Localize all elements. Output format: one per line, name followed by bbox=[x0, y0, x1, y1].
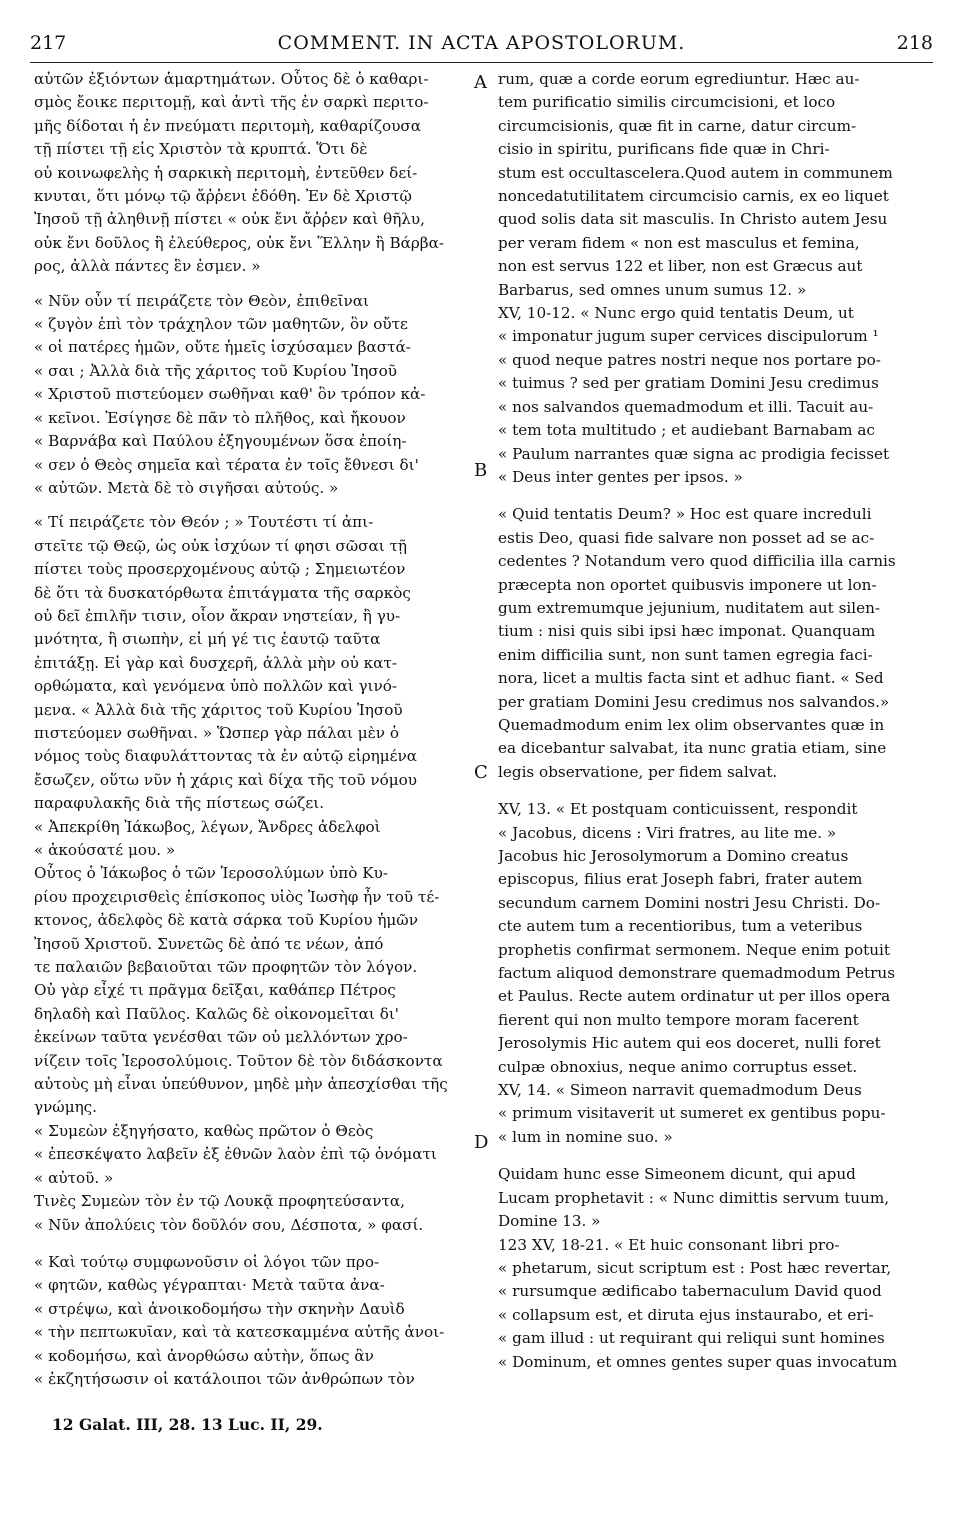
text-line: « lum in nomine suo. » bbox=[498, 1127, 673, 1146]
text-line: αὐτοὺς μὴ εἶναι ὑπεύθυνον, μηδὲ μὴν ἀπεσχίσθαι τῆς bbox=[34, 1075, 448, 1094]
text-line: « οἱ πατέρες ἡμῶν, οὔτε ἡμεῖς ἰσχύσαμεν βαστά- bbox=[34, 338, 411, 357]
text-line: δὲ ὅτι τὰ δυσκατόρθωτα ἐπιτάγματα τῆς σαρκὸς bbox=[34, 583, 411, 602]
text-line: tium : nisi quis sibi ipsi hæc imponat. Quanquam bbox=[498, 622, 876, 641]
text-line: στεῖτε τῷ Θεῷ, ὡς οὐκ ἰσχύων τί φησι σῶσαι τῇ bbox=[34, 536, 408, 555]
greek-column bbox=[34, 68, 470, 1391]
text-line: circumcisionis, quæ fit in carne, datur circum- bbox=[498, 116, 857, 135]
text-line: νόμος τοὺς διαφυλάττοντας τὰ ἐν αὐτῷ εἰρημένα bbox=[34, 747, 417, 766]
text-line: ρος, ἀλλὰ πάντες ἓν ἐσμεν. » bbox=[34, 257, 261, 276]
paragraph-gap bbox=[34, 1237, 470, 1251]
text-line: τῇ πίστει τῇ εἰς Χριστὸν τὰ κρυπτά. Ὅτι δὲ bbox=[34, 140, 368, 159]
text-line: « gam illud : ut requirant qui reliqui sunt homines bbox=[498, 1329, 885, 1348]
paragraph-gap bbox=[498, 784, 930, 798]
text-line: Barbarus, sed omnes unum sumus 12. » bbox=[498, 280, 807, 299]
text-line: estis Deo, quasi fide salvare non posset ad se ac- bbox=[498, 528, 875, 547]
text-line: « Καὶ τούτῳ συμφωνοῦσιν οἱ λόγοι τῶν προ- bbox=[34, 1252, 380, 1271]
margin-letter-b: B bbox=[474, 460, 488, 481]
text-line: per gratiam Domini Jesu credimus nos salvandos.» bbox=[498, 692, 890, 711]
text-line: « αὐτοῦ. » bbox=[34, 1168, 114, 1187]
text-line: « τὴν πεπτωκυῖαν, καὶ τὰ κατεσκαμμένα αὐτῆς ἀνοι- bbox=[34, 1323, 445, 1342]
text-line: episcopus, filius erat Joseph fabri, frater autem bbox=[498, 870, 863, 889]
text-line: Jacobus hic Jerosolymorum a Domino creatus bbox=[498, 847, 849, 865]
text-line: fierent qui non multo tempore moram facerent bbox=[498, 1010, 859, 1029]
page-number-right: 218 bbox=[896, 32, 933, 54]
text-line: « αὐτῶν. Μετὰ δὲ τὸ σιγῆσαι αὐτούς. » bbox=[34, 478, 339, 497]
text-line: μῆς δίδοται ἡ ἐν πνεύματι περιτομὴ, καθαρίζουσα bbox=[34, 116, 422, 135]
paragraph-gap bbox=[498, 489, 930, 503]
text-line: nora, licet a multis facta sint et adhuc fiant. « Sed bbox=[498, 669, 884, 688]
margin-letter-a: A bbox=[474, 72, 487, 93]
text-line: « Quid tentatis Deum? » Hoc est quare increduli bbox=[498, 505, 872, 524]
text-line: νίζειν τοῖς Ἱεροσολύμοις. Τοῦτον δὲ τὸν διδάσκοντα bbox=[34, 1051, 443, 1070]
text-line: « κοδομήσω, καὶ ἀνορθώσω αὐτὴν, ὅπως ἂν bbox=[34, 1346, 374, 1365]
text-line: « ἐπεσκέψατο λαβεῖν ἐξ ἐθνῶν λαὸν ἐπὶ τῷ ὀνόματι bbox=[34, 1145, 437, 1164]
text-line: XV, 13. « Et postquam conticuissent, respondit bbox=[498, 800, 858, 819]
text-line: πίστει τοὺς προσερχομένους αὐτῷ ; Σημειωτέον bbox=[34, 560, 406, 579]
text-line: « στρέψω, καὶ ἀνοικοδομήσω τὴν σκηνὴν Δαυὶδ bbox=[34, 1299, 405, 1318]
text-line: κνυται, ὅτι μόνῳ τῷ ἄῤῥενι ἐδόθη. Ἐν δὲ Χριστῷ bbox=[34, 187, 412, 206]
text-line: tem purificatio similis circumcisioni, et loco bbox=[498, 93, 836, 112]
text-line: « Deus inter gentes per ipsos. » bbox=[498, 467, 743, 486]
text-line: « tuimus ? sed per gratiam Domini Jesu credimus bbox=[498, 374, 879, 393]
text-line: quod solis data sit masculis. In Christo autem Jesu bbox=[498, 210, 888, 229]
page-header bbox=[30, 32, 933, 60]
text-line: « σεν ὁ Θεὸς σημεῖα καὶ τέρατα ἐν τοῖς ἔθνεσι δι' bbox=[34, 455, 419, 474]
text-line: « collapsum est, et diruta ejus instaurabo, et eri- bbox=[498, 1305, 874, 1324]
text-line: « Νῦν οὖν τί πειράζετε τὸν Θεὸν, ἐπιθεῖναι bbox=[34, 291, 369, 310]
text-line: μενα. « Ἀλλὰ διὰ τῆς χάριτος τοῦ Κυρίου Ἰησοῦ bbox=[34, 700, 403, 719]
text-line: Jerosolymis Hic autem qui eos doceret, nulli foret bbox=[498, 1034, 881, 1053]
text-line: ea dicebantur salvabat, ita nunc gratia etiam, sine bbox=[498, 739, 887, 758]
text-line: Οὐ γὰρ εἶχέ τι πρᾶγμα δεῖξαι, καθάπερ Πέτρος bbox=[34, 981, 396, 1000]
text-line: ἔσωζεν, οὕτω νῦν ἡ χάρις καὶ δίχα τῆς τοῦ νόμου bbox=[34, 770, 417, 789]
text-line: secundum carnem Domini nostri Jesu Christi. Do- bbox=[498, 893, 881, 912]
text-line: Lucam prophetavit : « Nunc dimittis servum tuum, bbox=[498, 1188, 890, 1207]
text-line: « ζυγὸν ἐπὶ τὸν τράχηλον τῶν μαθητῶν, ὃν οὔτε bbox=[34, 315, 408, 334]
text-line: culpæ obnoxius, neque animo corruptus esset. bbox=[498, 1057, 858, 1076]
text-line: γνώμης. bbox=[34, 1098, 97, 1117]
text-line: factum aliquod demonstrare quemadmodum Petrus bbox=[498, 964, 895, 983]
text-line: enim difficilia sunt, non sunt tamen egregia faci- bbox=[498, 645, 873, 664]
text-line: « phetarum, sicut scriptum est : Post hæc revertar, bbox=[498, 1258, 892, 1277]
text-line: « quod neque patres nostri neque nos portare po- bbox=[498, 350, 881, 369]
text-line: « primum visitaverit ut sumeret ex gentibus popu- bbox=[498, 1104, 886, 1123]
text-line: « Νῦν ἀπολύεις τὸν δοῦλόν σου, Δέσποτα, » φασί. bbox=[34, 1215, 424, 1234]
text-line: præcepta non oportet quibusvis imponere ut lon- bbox=[498, 575, 877, 594]
text-line: « Βαρνάβα καὶ Παύλου ἐξηγουμένων ὅσα ἐποίη- bbox=[34, 432, 407, 451]
page-number-left: 217 bbox=[30, 32, 67, 54]
text-line: ρίου προχειρισθεὶς ἐπίσκοπος υἱὸς Ἰωσὴφ ἦν τοῦ τέ- bbox=[34, 887, 440, 906]
text-line: ἐπιτάξῃ. Εἰ γὰρ καὶ δυσχερῆ, ἀλλὰ μὴν οὐ κατ- bbox=[34, 653, 397, 672]
text-line: per veram fidem « non est masculus et femina, bbox=[498, 233, 860, 252]
text-line: κτονος, ἀδελφὸς δὲ κατὰ σάρκα τοῦ Κυρίου ἡμῶν bbox=[34, 911, 418, 930]
text-line: οὐκ ἔνι δοῦλος ἢ ἐλεύθερος, οὐκ ἔνι Ἕλλην ἢ Βάρβα- bbox=[34, 233, 444, 252]
text-line: τε παλαιῶν βεβαιοῦται τῶν προφητῶν τὸν λόγον. bbox=[34, 958, 418, 977]
text-line: stum est occultascelera.Quod autem in communem bbox=[498, 163, 893, 182]
text-line: cte autem tum a recentioribus, tum a veteribus bbox=[498, 917, 863, 936]
text-line: αὐτῶν ἐξιόντων ἁμαρτημάτων. Οὗτος δὲ ὁ καθαρι- bbox=[34, 70, 429, 88]
text-line: prophetis confirmat sermonem. Neque enim potuit bbox=[498, 940, 890, 959]
text-line: « Συμεὼν ἐξηγήσατο, καθὼς πρῶτον ὁ Θεὸς bbox=[34, 1121, 374, 1140]
text-line: « Paulum narrantes quæ signa ac prodigia fecisset bbox=[498, 444, 890, 463]
text-line: Quidam hunc esse Simeonem dicunt, qui apud bbox=[498, 1165, 856, 1184]
text-line: XV, 10-12. « Nunc ergo quid tentatis Deum, ut bbox=[498, 304, 854, 323]
text-line: δηλαδὴ καὶ Παῦλος. Καλῶς δὲ οἰκονομεῖται δι' bbox=[34, 1004, 399, 1023]
text-line: « ἀκούσατέ μου. » bbox=[34, 841, 176, 859]
text-line: « tem tota multitudo ; et audiebant Barnabam ac bbox=[498, 421, 875, 440]
text-line: « imponatur jugum super cervices discipulorum ¹ bbox=[498, 327, 879, 346]
text-line: « Jacobus, dicens : Viri fratres, au lite me. » bbox=[498, 823, 837, 842]
footnotes: 12 Galat. III, 28. 13 Luc. II, 29. bbox=[52, 1415, 323, 1434]
text-line: XV, 14. « Simeon narravit quemadmodum Deus bbox=[498, 1081, 862, 1100]
text-line: « nos salvandos quemadmodum et illi. Tacuit au- bbox=[498, 397, 874, 416]
text-line: σμὸς ἔοικε περιτομῇ, καὶ ἀντὶ τῆς ἐν σαρκὶ περιτο- bbox=[34, 93, 429, 112]
text-line: noncedatutilitatem circumcisio carnis, ex eo liquet bbox=[498, 187, 889, 206]
paragraph-gap bbox=[34, 500, 470, 511]
text-line: μνότητα, ἢ σιωπὴν, εἰ μή γέ τις ἑαυτῷ ταῦτα bbox=[34, 630, 381, 649]
text-line: cedentes ? Notandum vero quod difficilia illa carnis bbox=[498, 552, 896, 571]
text-line: Οὗτος ὁ Ἰάκωβος ὁ τῶν Ἱεροσολύμων ὑπὸ Κυ- bbox=[34, 864, 388, 883]
text-line: « φητῶν, καθὼς γέγραπται· Μετὰ ταῦτα ἀνα- bbox=[34, 1276, 385, 1295]
text-line: 123 XV, 18-21. « Et huic consonant libri pro- bbox=[498, 1235, 840, 1254]
text-line: « σαι ; Ἀλλὰ διὰ τῆς χάριτος τοῦ Κυρίου Ἰησοῦ bbox=[34, 361, 398, 380]
text-line: παραφυλακῆς διὰ τῆς πίστεως σώζει. bbox=[34, 794, 325, 813]
text-line: gum extremumque jejunium, nuditatem aut silen- bbox=[498, 598, 881, 617]
text-line: « Χριστοῦ πιστεύομεν σωθῆναι καθ' ὃν τρόπον κἀ- bbox=[34, 385, 426, 404]
text-line: Τινὲς Συμεὼν τὸν ἐν τῷ Λουκᾷ προφητεύσαντα, bbox=[34, 1192, 405, 1211]
text-line: πιστεύομεν σωθῆναι. » Ὥσπερ γὰρ πάλαι μὲν ὁ bbox=[34, 723, 399, 742]
margin-letter-d: D bbox=[474, 1132, 489, 1153]
text-line: οὐ κοινωφελὴς ἡ σαρκικὴ περιτομὴ, ἐντεῦθεν δεί- bbox=[34, 163, 418, 182]
paragraph-gap bbox=[34, 279, 470, 290]
text-line: legis observatione, per fidem salvat. bbox=[498, 762, 778, 781]
text-line: « Dominum, et omnes gentes super quas invocatum bbox=[498, 1352, 898, 1371]
text-line: et Paulus. Recte autem ordinatur ut per illos opera bbox=[498, 987, 891, 1006]
paragraph-gap bbox=[498, 1149, 930, 1163]
text-line: Ἰησοῦ Χριστοῦ. Συνετῶς δὲ ἀπό τε νέων, ἀπό bbox=[34, 934, 384, 953]
text-line: « Ἀπεκρίθη Ἰάκωβος, λέγων, Ἄνδρες ἀδελφοὶ bbox=[34, 817, 381, 836]
text-line: ἐκείνων ταῦτα γενέσθαι τῶν οὐ μελλόντων χρο- bbox=[34, 1028, 408, 1047]
running-title: COMMENT. IN ACTA APOSTOLORUM. bbox=[277, 32, 686, 54]
text-line: « rursumque ædificabo tabernaculum David quod bbox=[498, 1282, 882, 1301]
text-line: « κεῖνοι. Ἐσίγησε δὲ πᾶν τὸ πλῆθος, καὶ ἤκουον bbox=[34, 408, 406, 427]
header-rule bbox=[30, 62, 933, 63]
latin-column bbox=[498, 68, 930, 1374]
text-line: « ἐκζητήσωσιν οἱ κατάλοιποι τῶν ἀνθρώπων τὸν bbox=[34, 1369, 415, 1388]
text-line: Ἰησοῦ τῇ ἀληθινῇ πίστει « οὐκ ἔνι ἄῤῥεν καὶ θῆλυ, bbox=[34, 210, 425, 229]
text-line: cisio in spiritu, purificans fide quæ in Chri- bbox=[498, 140, 830, 159]
margin-letter-c: C bbox=[474, 762, 488, 783]
text-line: οὐ δεῖ ἐπιλῆν τισιν, οἷον ἄκραν νηστείαν, ἢ γυ- bbox=[34, 606, 401, 625]
text-line: non est servus 122 et liber, non est Græcus aut bbox=[498, 257, 863, 276]
text-line: Domine 13. » bbox=[498, 1212, 601, 1231]
text-line: ορθώματα, καὶ γενόμενα ὑπὸ πολλῶν καὶ γινό- bbox=[34, 677, 398, 696]
text-line: Quemadmodum enim lex olim observantes quæ in bbox=[498, 715, 885, 734]
text-line: rum, quæ a corde eorum egrediuntur. Hæc au- bbox=[498, 70, 860, 88]
text-line: « Τί πειράζετε τὸν Θεόν ; » Τουτέστι τί ἀπι- bbox=[34, 513, 374, 532]
